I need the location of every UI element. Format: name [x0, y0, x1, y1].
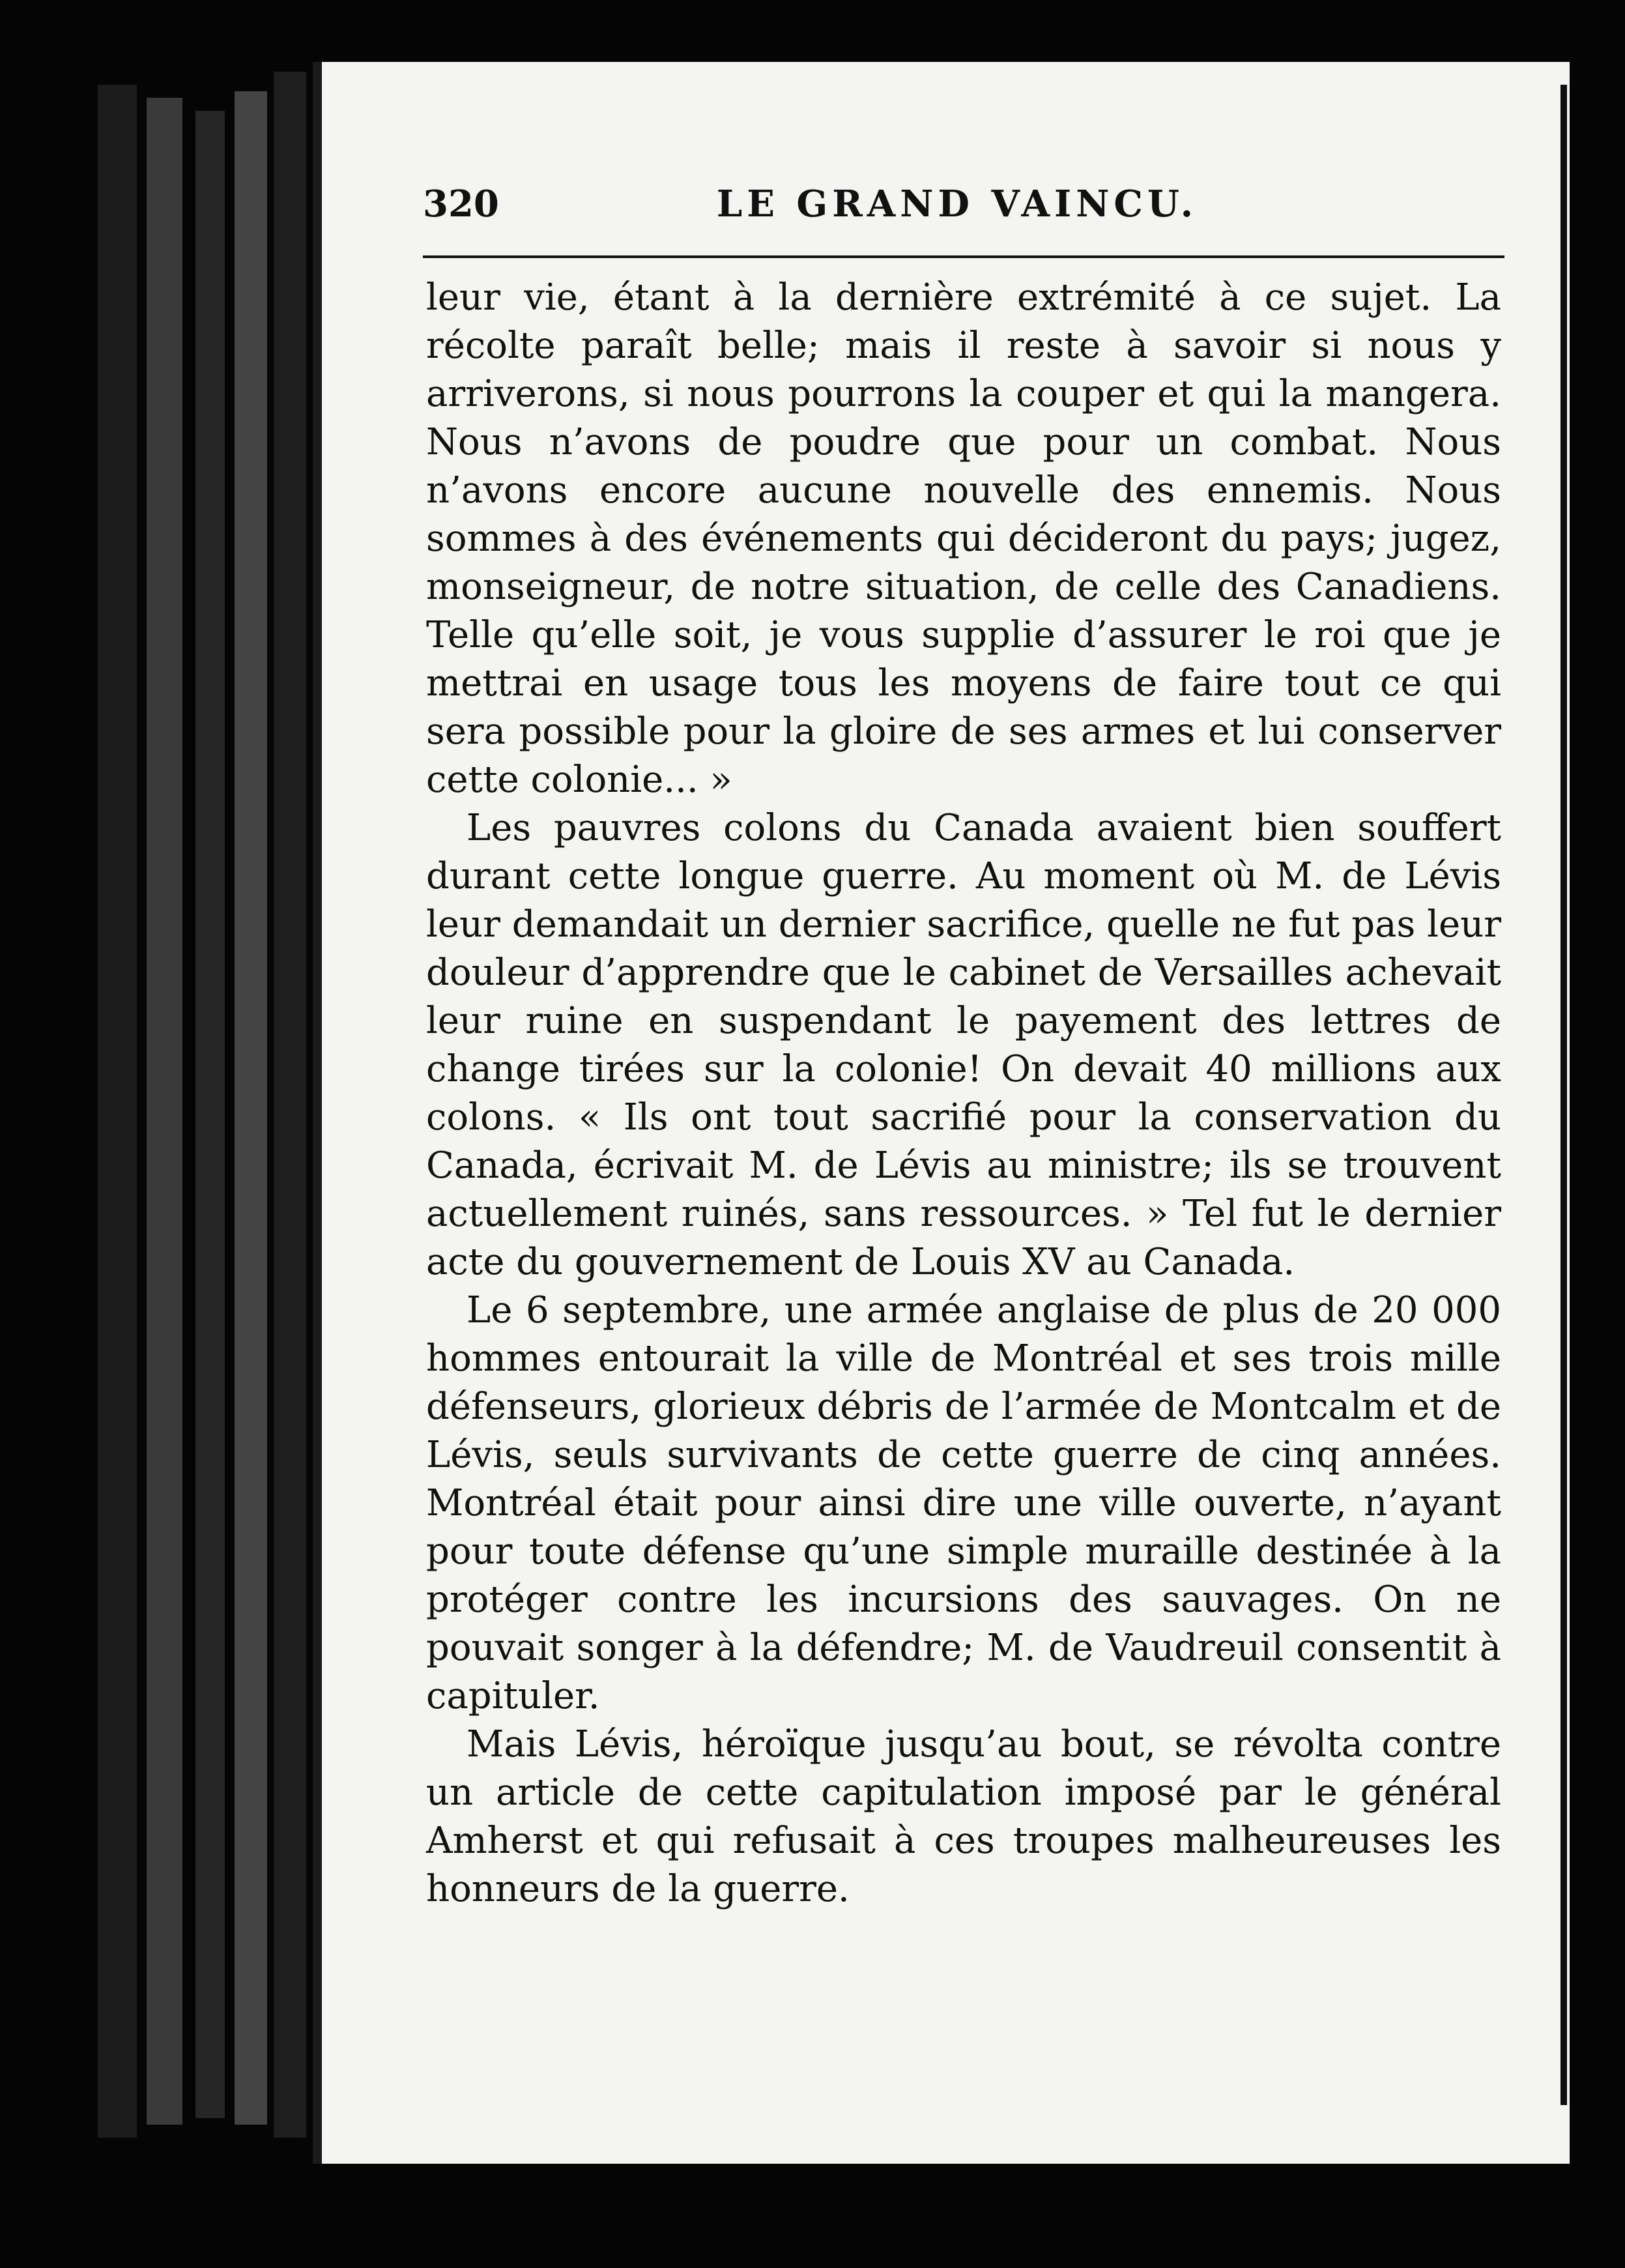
- book-edge: [195, 111, 225, 2118]
- running-title: LE GRAND VAINCU.: [716, 182, 1198, 225]
- paragraph: Le 6 septembre, une armée anglaise de plus de 20 000 hommes entourait la ville de Montréal et ses trois mille défenseurs, glorieux débris de l’armée de Montcalm et de Lévis, seuls survivants de cette guerre de cinq années. Montréal était pour ainsi dire une ville ouverte, n’ayant pour toute défense qu’une simple muraille destinée à la protéger contre les incursions des sauvages. On ne pouvait songer à la défendre; M. de Vaudreuil consentit à capituler.: [426, 1289, 1501, 1717]
- book-edge: [147, 98, 182, 2125]
- page-edge-rule: [1560, 85, 1567, 2105]
- book-edge: [235, 91, 267, 2125]
- paragraph: Mais Lévis, héroïque jusqu’au bout, se révolta contre un article de cette capitulation imposé par le général Amherst et qui refusait à ces troupes malheureuses les honneurs de la guerre.: [426, 1723, 1501, 1910]
- book-edge: [274, 72, 306, 2138]
- page-number: 320: [423, 182, 499, 225]
- page: [313, 62, 1570, 2164]
- book-edge: [98, 85, 137, 2138]
- page-header: [423, 182, 1491, 254]
- paragraph: Les pauvres colons du Canada avaient bien souffert durant cette longue guerre. Au moment où M. de Lévis leur demandait un dernier sacrifice, quelle ne fut pas leur douleur d’apprendre que le cabinet de Versailles achevait leur ruine en suspendant le payement des lettres de change tirées sur la colonie! On devait 40 millions aux colons. « Ils ont tout sacrifié pour la conservation du Canada, écrivait M. de Lévis au ministre; ils se trouvent actuellement ruinés, sans ressources. » Tel fut le dernier acte du gouvernement de Louis XV au Canada.: [426, 807, 1501, 1283]
- body-text: [426, 274, 1501, 1913]
- paragraph: leur vie, étant à la dernière extrémité à ce sujet. La récolte paraît belle; mais il reste à savoir si nous y arriverons, si nous pourrons la couper et qui la mangera. Nous n’avons de poudre que pour un combat. Nous n’avons encore aucune nouvelle des ennemis. Nous sommes à des événements qui décideront du pays; jugez, monseigneur, de notre situation, de celle des Canadiens. Telle qu’elle soit, je vous supplie d’assurer le roi que je mettrai en usage tous les moyens de faire tout ce qui sera possible pour la gloire de ses armes et lui conserver cette colonie... »: [426, 276, 1501, 801]
- header-rule: [423, 255, 1504, 258]
